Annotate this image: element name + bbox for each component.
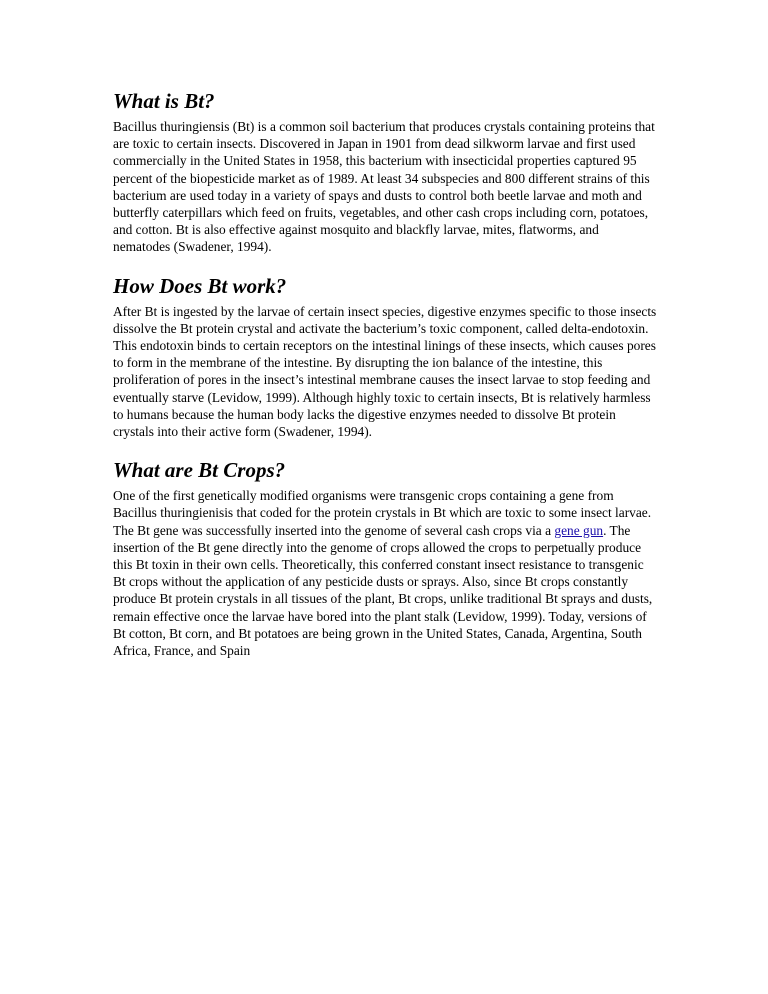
section-heading-what-are-bt-crops: What are Bt Crops? [113,458,286,483]
body-text-before-link: One of the first genetically modified organisms were transgenic crops containing a gene from Bacillus thuringienisis that coded for the protein crystals in Bt which are toxic to some insect larvae. The Bt gene was successfully inserted into the genome of several cash crops via a [113,488,652,538]
section-heading-what-is-bt: What is Bt? [113,89,215,113]
body-text-after-link: . The insertion of the Bt gene directly into the genome of crops allowed the crops to perpetually produce this Bt toxin in their own cells. Theoretically, this conferred constant insect resistance to transgenic Bt crops without the application of any pesticide dusts or sprays. Also, since Bt crops constantly produce Bt protein crystals in all tissues of the plant, Bt crops, unlike traditional Bt sprays and dusts, remain effective once the larvae have bored into the plant stalk (Levidow, 1999). Today, versions of Bt cotton, Bt corn, and Bt potatoes are being grown in the United States, Canada, Argentina, South Africa, France, and Spain [113,522,653,659]
section-heading-how-does-bt-work: How Does Bt work? [113,273,287,298]
section-body-what-is-bt: Bacillus thuringiensis (Bt) is a common soil bacterium that produces crystals containing proteins that are toxic to certain insects. Discovered in Japan in 1901 from dead silkworm larvae and first used commercially in the United States in 1958, this bacterium with insecticidal properties captured 95 percent of the biopesticide market as of 1989. At least 34 subspecies and 800 different strains of this bacterium are used today in a variety of spays and dusts to control both beetle larvae and moth and butterfly caterpillars which feed on fruits, vegetables, and other cash crops including corn, potatoes, and cotton. Bt is also effective against mosquito and blackfly larvae, mites, flatworms, and nematodes (Swadener, 1994). [113,119,655,255]
gene-gun-link[interactable]: gene gun [554,522,604,538]
section-body-how-does-bt-work: After Bt is ingested by the larvae of certain insect species, digestive enzymes specific to those insects dissolve the Bt protein crystal and activate the bacterium’s toxic component, called delta-endotoxin. This endotoxin binds to certain receptors on the intestinal linings of these insects, which causes pores to form in the membrane of the intestine. By disrupting the ion balance of the intestine, this proliferation of pores in the insect’s intestinal membrane causes the insect larvae to stop feeding and eventually starve (Levidow, 1999). Although highly toxic to certain insects, Bt is relatively harmless to humans because the human body lacks the digestive enzymes needed to dissolve Bt protein crystals into their active form (Swadener, 1994). [113,303,657,440]
document-page [113,88,658,676]
section-body-what-are-bt-crops [113,487,658,659]
